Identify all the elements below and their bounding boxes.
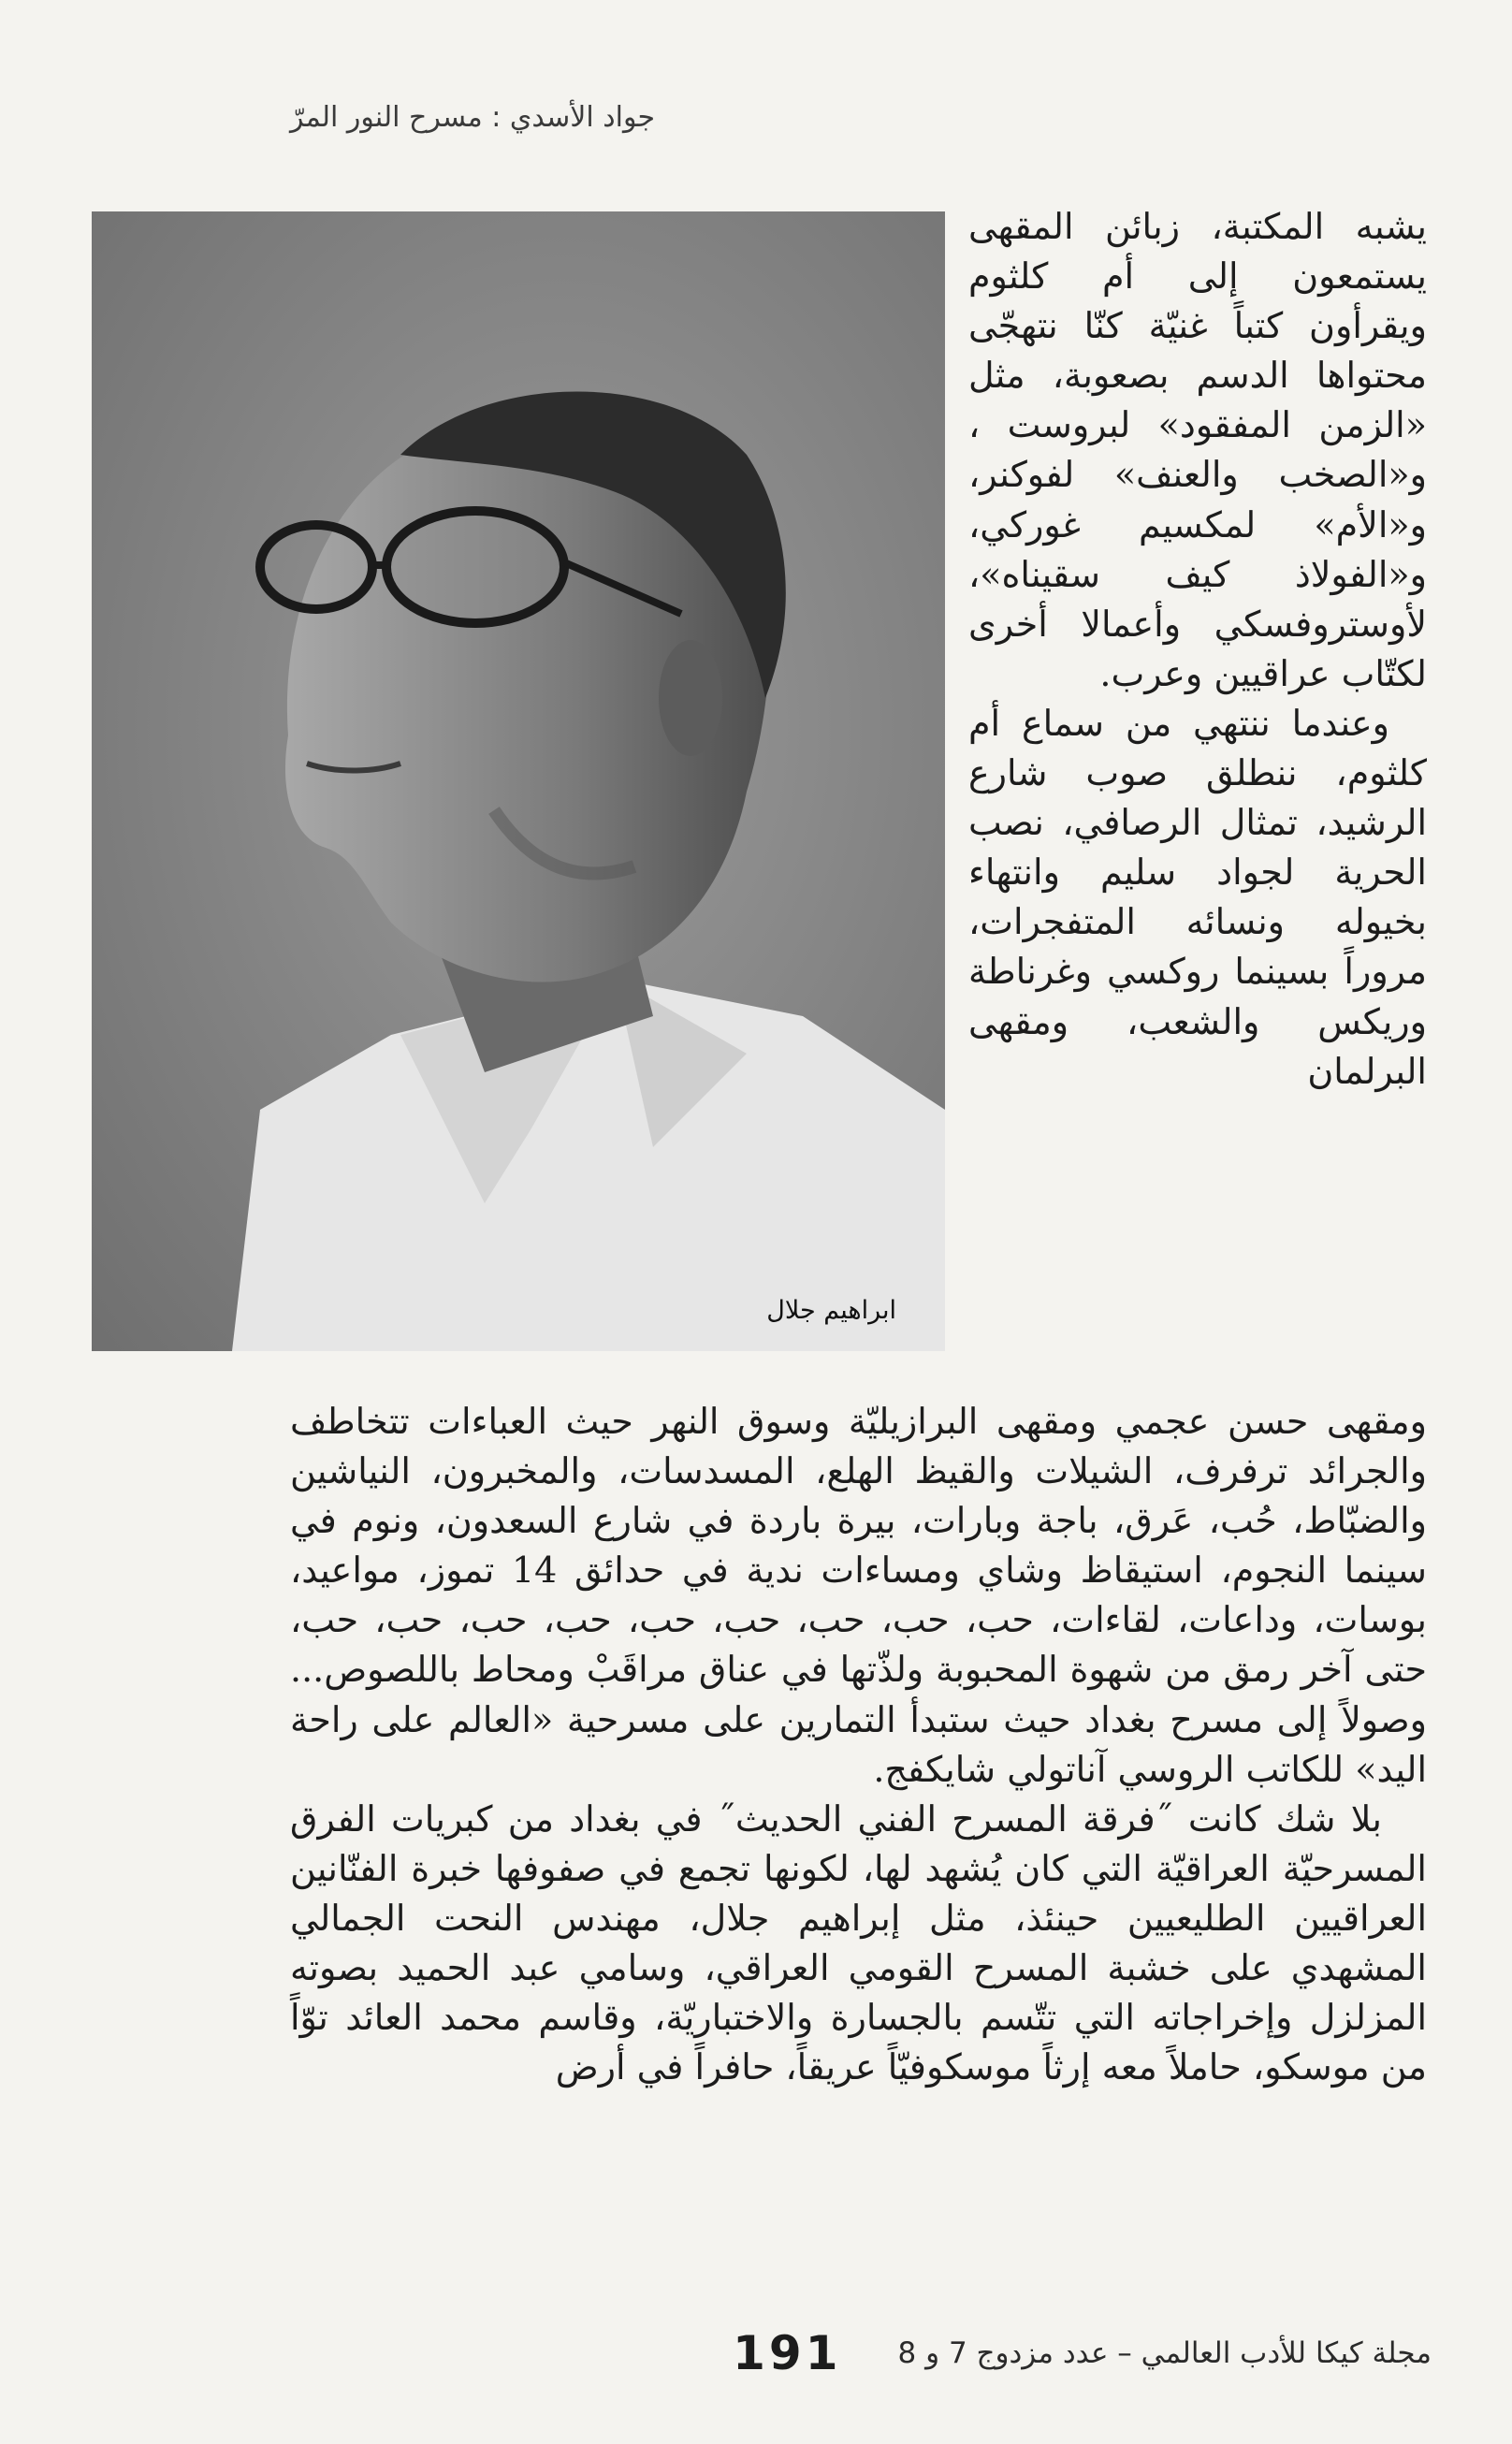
wide-paragraph-2: بلا شك كانت ˝فرقة المسرح الفني الحديث˝ في بغداد من كبريات الفرق المسرحيّة العراقيّة التي كان يُشهد لها، لكونها تجمع في صفوفها خبرة الفنّانين العراقيين الطليعيين حينئذ، مثل إبراهيم جلال، مهندس النحت الجمالي المشهدي على خشبة المسرح القومي العراقي، وسامي عبد الحميد بصوته المزلزل وإخراجاته التي تتّسم بالجسارة والاختباريّة، وقاسم محمد العائد توّاً من موسكو، حاملاً معه إرثاً موسكوفيّاً عريقاً، حافراً في أرض [290,1797,1427,2088]
narrow-paragraph-2: وعندما ننتهي من سماع أم كلثوم، ننطلق صوب شارع الرشيد، تمثال الرصافي، نصب الحرية لجواد سليم وانتهاء بخيوله ونسائه المتفجرات، مروراً بسينما روكسي وغرناطة وريكس والشعب، ومقهى البرلمان [968,702,1427,1092]
magazine-credit: مجلة كيكا للأدب العالمي – عدد مزدوج 7 و 8 [897,2336,1432,2370]
narrow-text-column [968,202,1427,1097]
running-header: جواد الأسدي : مسرح النور المرّ [290,101,655,134]
photo-caption: ابراهيم جلال [766,1296,896,1325]
wide-paragraph-continuation: ومقهى حسن عجمي ومقهى البرازيليّة وسوق النهر حيث العباءات تتخاطف والجرائد ترفرف، الشيلات والقيظ الهلع، المسدسات، والمخبرون، النياشين والضبّاط، حُب، عَرق، باجة وبارات، بيرة باردة في شارع السعدون، ونوم في سينما النجوم، استيقاظ وشاي ومساءات ندية في حدائق 14 تموز، مواعيد، بوسات، وداعات، لقاءات، حب، حب، حب، حب، حب، حب، حب، حب، حب، حتى آخر رمق من شهوة المحبوبة ولذّتها في عناق مراقَبْ ومحاط باللصوص... وصولاً إلى مسرح بغداد حيث ستبدأ التمارين على مسرحية «العالم على راحة اليد» للكاتب الروسي آناتولي شايكفج. [290,1401,1427,1790]
wide-text-column [290,1397,1427,2092]
narrow-paragraph-1: يشبه المكتبة، زبائن المقهى يستمعون إلى أم كلثوم ويقرأون كتباً غنيّة كنّا نتهجّى محتواها الدسم بصعوبة، مثل «الزمن المفقود» لبروست ، و«الصخب والعنف» لفوكنر، و«الأم» لمكسيم غوركي، و«الفولاذ كيف سقيناه»، لأوستروفسكي وأعمالا أخرى لكتّاب عراقيين وعرب. [968,206,1427,694]
page-footer [309,2326,1432,2380]
page-number: 191 [733,2326,842,2380]
portrait-photo [92,211,945,1351]
portrait-illustration [92,211,945,1351]
